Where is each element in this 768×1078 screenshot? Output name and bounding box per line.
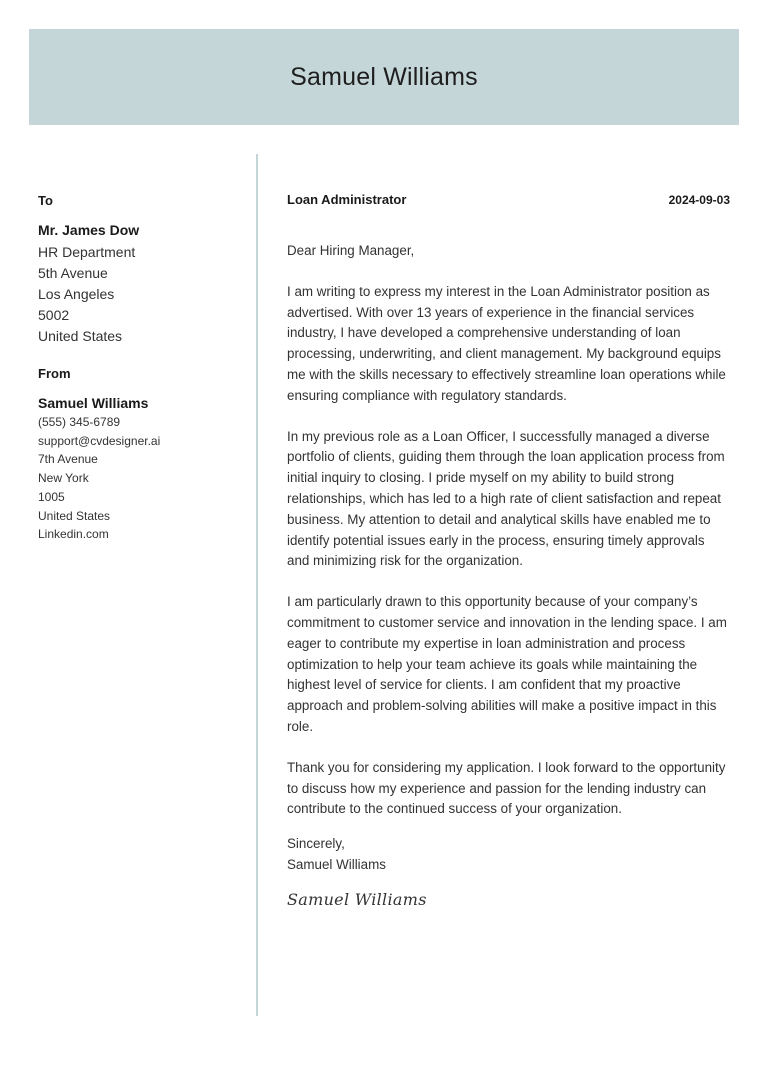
recipient-heading: To <box>38 193 53 208</box>
sender-line: 7th Avenue <box>38 452 98 467</box>
sender-line: New York <box>38 471 89 486</box>
sidebar <box>38 192 243 544</box>
recipient-block <box>38 192 243 347</box>
sender-line: 1005 <box>38 489 65 504</box>
header-band <box>29 29 739 125</box>
sender-phone: (555) 345-6789 <box>38 415 121 429</box>
signature: Samuel Williams <box>287 889 427 909</box>
salutation: Dear Hiring Manager, <box>287 243 415 258</box>
sender-email: support@cvdesigner.ai <box>38 433 161 448</box>
letter-date: 2024-09-03 <box>668 193 730 207</box>
sender-heading: From <box>38 366 71 381</box>
recipient-line: United States <box>38 328 123 344</box>
letter-body <box>287 192 730 909</box>
job-title: Loan Administrator <box>287 192 407 207</box>
sender-linkedin: Linkedin.com <box>38 527 109 542</box>
recipient-address <box>38 242 243 347</box>
recipient-line: 5th Avenue <box>38 265 108 281</box>
header-name: Samuel Williams <box>290 62 478 91</box>
paragraph: Thank you for considering my application. I look forward to the opportunity to discuss how my experience and passion for the lending industry can contribute to the continued success of your organization. <box>287 759 726 817</box>
closing-name: Samuel Williams <box>287 856 386 872</box>
paragraph: I am particularly drawn to this opportunity because of your company’s commitment to customer service and innovation in the lending space. I am eager to contribute my expertise in loan administration and process optimization to help your team achieve its goals while maintaining the highest level of service for clients. I am confident that my proactive approach and problem-solving abilities will make a positive impact in this role. <box>287 594 727 734</box>
column-divider <box>256 154 258 1016</box>
sender-name: Samuel Williams <box>38 395 149 411</box>
paragraph: I am writing to express my interest in the Loan Administrator position as advertised. With over 13 years of experience in the financial services industry, I have developed a comprehensive understanding of loan processing, underwriting, and client management. My background equips me with the skills necessary to effectively streamline loan operations while ensuring compliance with regulatory standards. <box>287 283 726 403</box>
letter-top-row <box>287 192 730 212</box>
recipient-line: HR Department <box>38 244 136 260</box>
recipient-line: Los Angeles <box>38 286 115 302</box>
sender-block <box>38 365 243 544</box>
sender-contact <box>38 413 243 544</box>
sender-line: United States <box>38 508 111 523</box>
closing: Sincerely, <box>287 836 345 852</box>
paragraph: In my previous role as a Loan Officer, I successfully managed a diverse portfolio of clients, guiding them through the loan application process from initial inquiry to closing. I pride myself on my ability to build strong relationships, which has led to a high rate of client satisfaction and repeat business. My attention to detail and analytical skills have enabled me to identify potential issues early in the process, ensuring timely approvals and minimizing risk for the organization. <box>287 428 725 569</box>
recipient-name: Mr. James Dow <box>38 222 140 238</box>
recipient-line: 5002 <box>38 307 70 323</box>
